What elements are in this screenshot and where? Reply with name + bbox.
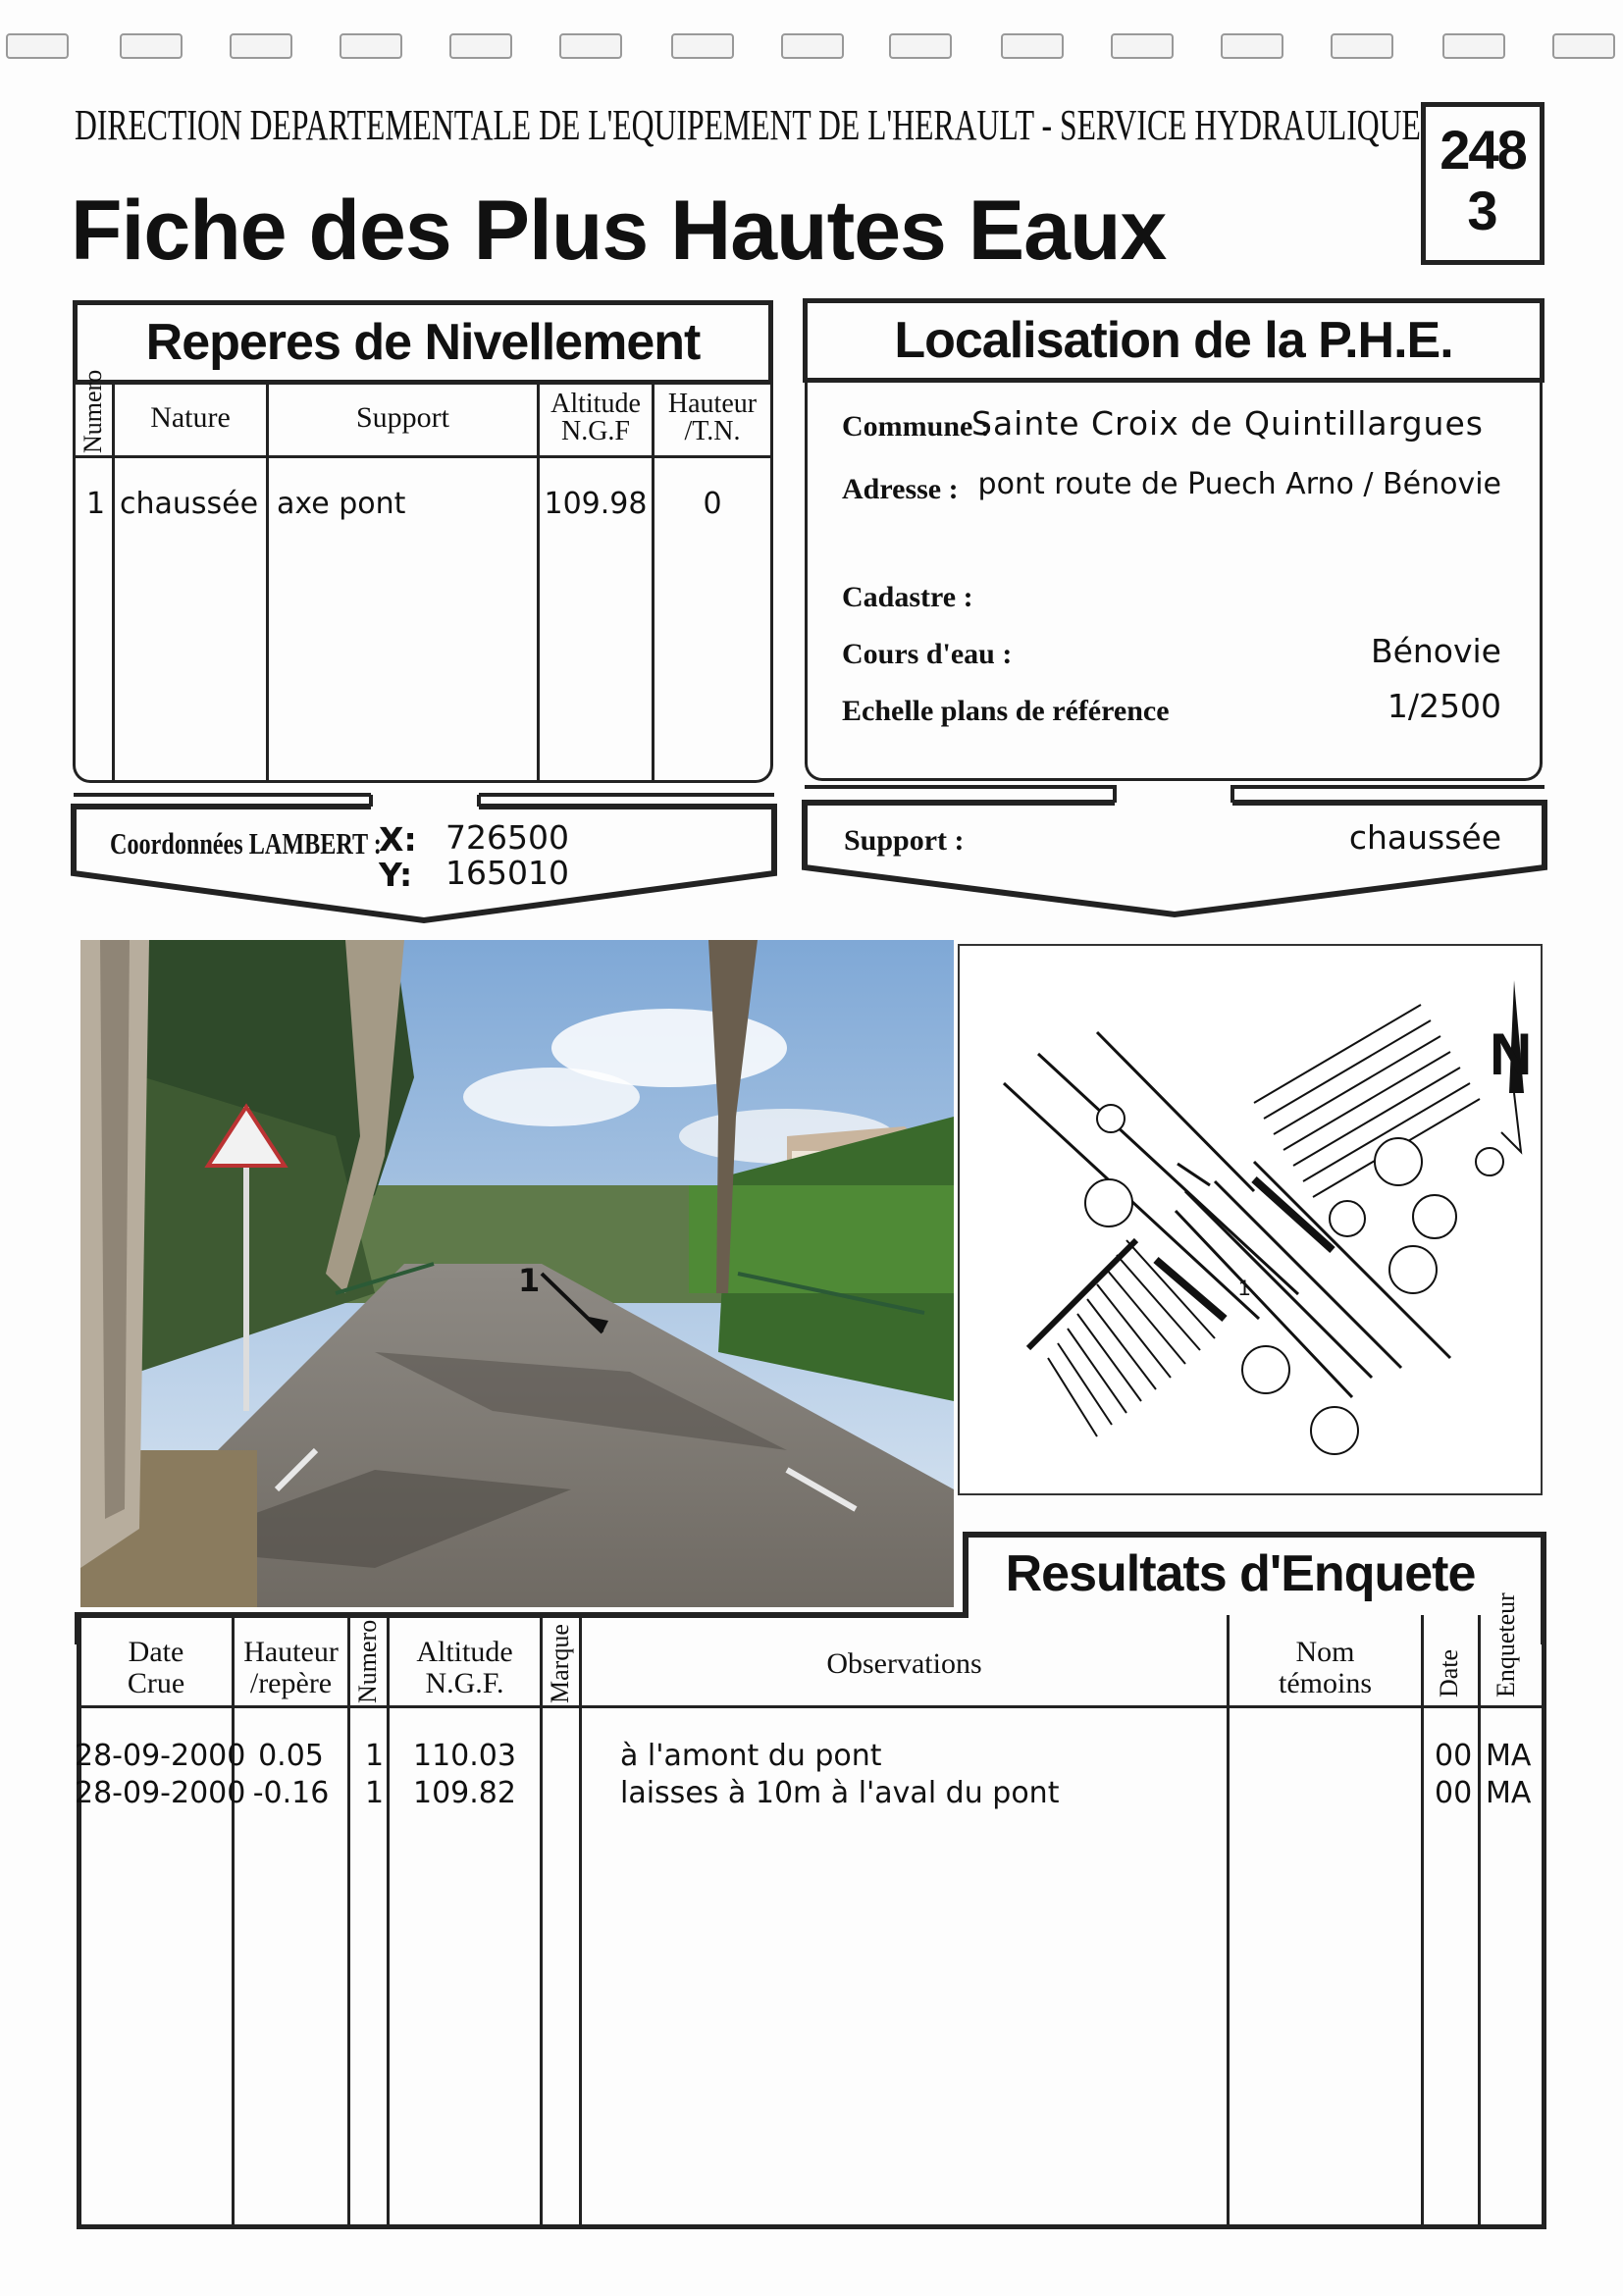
support-label: Support :	[844, 824, 965, 857]
res-col-hauteur-l1: Hauteur	[243, 1636, 339, 1668]
reperes-title-box	[73, 300, 773, 385]
res-hauteur: -0.16	[252, 1776, 330, 1810]
res-date: 28-09-2000	[75, 1739, 246, 1773]
res-col-enqueteur-header: Enqueteur	[1492, 1592, 1520, 1697]
col-altitude-l1: Altitude	[550, 389, 641, 419]
reference-number: 248	[1440, 119, 1526, 181]
commune-label: Commune :	[842, 410, 990, 443]
res-col-date-header	[80, 1637, 232, 1699]
res-numero: 1	[365, 1739, 385, 1773]
col-hauteur-l1: Hauteur	[667, 389, 758, 419]
res-col-observations-header: Observations	[826, 1647, 982, 1680]
res-hauteur: 0.05	[258, 1739, 324, 1773]
lambert-x-value: 726500	[445, 818, 569, 857]
col-hauteur-l2: /T.N.	[684, 416, 741, 446]
adresse-label: Adresse :	[842, 473, 959, 505]
echelle-value: 1/2500	[1387, 687, 1501, 725]
res-enqueteur: MA	[1486, 1739, 1532, 1773]
res-col-date-l2: Crue	[127, 1667, 185, 1699]
reperes-title: Reperes de Nivellement	[145, 314, 701, 371]
plan-marker: 1	[1238, 1276, 1251, 1300]
support-value: chaussée	[1348, 818, 1501, 857]
res-col-hauteur-l2: /repère	[249, 1667, 333, 1699]
res-col-altitude-l2: N.G.F.	[425, 1667, 504, 1699]
col-support-header: Support	[355, 401, 449, 434]
north-label: N	[1490, 1021, 1533, 1087]
commune-value: Sainte Croix de Quintillargues	[971, 404, 1484, 443]
res-col-altitude-l1: Altitude	[416, 1636, 513, 1668]
res-col-hauteur-header	[235, 1637, 347, 1699]
res-date2: 00	[1435, 1739, 1473, 1773]
res-date: 28-09-2000	[75, 1776, 246, 1810]
res-enqueteur: MA	[1486, 1776, 1532, 1810]
localisation-title: Localisation de la P.H.E.	[894, 312, 1453, 369]
col-altitude-header	[540, 391, 652, 445]
resultats-title: Resultats d'Enquete	[1005, 1545, 1476, 1602]
res-observation: à l'amont du pont	[620, 1739, 882, 1773]
rep-support: axe pont	[277, 487, 406, 521]
rep-altitude: 109.98	[544, 487, 648, 521]
lambert-y-label: Y:	[379, 856, 413, 894]
col-numero-header: Numero	[79, 369, 107, 453]
col-altitude-l2: N.G.F	[560, 416, 630, 446]
reference-sub: 3	[1467, 180, 1498, 241]
col-hauteur-header	[654, 391, 770, 445]
page-title: Fiche des Plus Hautes Eaux	[71, 183, 1167, 278]
echelle-label: Echelle plans de référence	[842, 695, 1170, 727]
res-col-marque-header: Marque	[546, 1624, 574, 1703]
col-nature-header: Nature	[150, 401, 231, 434]
reference-box	[1421, 102, 1544, 265]
cadastre-label: Cadastre :	[842, 581, 973, 613]
lambert-y-value: 165010	[445, 854, 569, 892]
res-date2: 00	[1435, 1776, 1473, 1810]
res-col-date2-header: Date	[1435, 1648, 1463, 1697]
res-col-numero-header: Numero	[353, 1619, 382, 1703]
cours-label: Cours d'eau :	[842, 638, 1013, 670]
res-col-nom-l2: témoins	[1279, 1667, 1372, 1699]
res-numero: 1	[365, 1776, 385, 1810]
res-col-nom-header	[1230, 1637, 1421, 1699]
res-altitude: 110.03	[413, 1739, 516, 1773]
site-photo	[80, 940, 954, 1607]
photo-marker: 1	[518, 1262, 541, 1299]
adresse-value: pont route de Puech Arno / Bénovie	[977, 467, 1501, 501]
localisation-title-box	[803, 298, 1544, 383]
cours-value: Bénovie	[1370, 632, 1501, 670]
res-col-nom-l1: Nom	[1295, 1636, 1355, 1668]
rep-hauteur: 0	[703, 487, 722, 521]
rep-numero: 1	[86, 487, 106, 521]
res-observation: laisses à 10m à l'aval du pont	[620, 1776, 1060, 1810]
rep-nature: chaussée	[120, 487, 259, 521]
lambert-label: Coordonnées LAMBERT :	[110, 826, 382, 861]
site-plan-drawing	[960, 946, 1541, 1493]
res-col-altitude-header	[390, 1637, 540, 1699]
organization-header: DIRECTION DEPARTEMENTALE DE L'EQUIPEMENT DE L'HERAULT - SERVICE HYDRAULIQUE	[75, 101, 1421, 149]
lambert-x-label: X:	[379, 820, 417, 859]
res-altitude: 109.82	[413, 1776, 516, 1810]
res-col-date-l1: Date	[128, 1636, 184, 1668]
